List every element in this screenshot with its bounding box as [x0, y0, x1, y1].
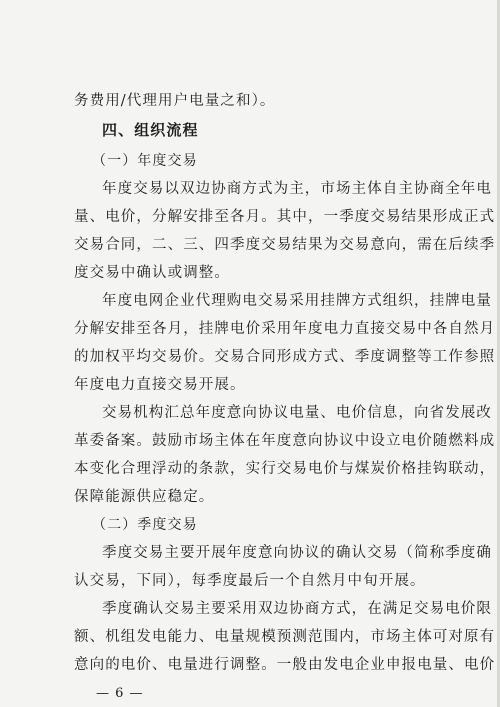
paragraph-line: 年度交易以双边协商方式为主，市场主体自主协商全年电: [102, 181, 492, 197]
paragraph-line: 意向的电价、电量进行调整。一般由发电企业申报电量、电价: [74, 657, 496, 673]
page-number: — 6 —: [96, 686, 144, 701]
paragraph-line: 年度电力直接交易开展。: [74, 377, 246, 393]
paragraph-line: 交易合同，二、三、四季度交易结果为交易意向，需在后续季: [74, 237, 496, 253]
paragraph-line: 量、电价，分解安排至各月。其中，一季度交易结果形成正式: [74, 209, 496, 225]
paragraph-line: 革委备案。鼓励市场主体在年度意向协议中设立电价随燃料成: [74, 433, 496, 449]
paragraph-line: 交易机构汇总年度意向协议电量、电价信息，向省发展改: [102, 405, 492, 421]
paragraph-line: 季度交易主要开展年度意向协议的确认交易（简称季度确: [102, 545, 492, 561]
subsection-heading: （二）季度交易: [92, 517, 198, 533]
paragraph-line: 季度确认交易主要采用双边协商方式，在满足交易电价限: [102, 601, 492, 617]
paragraph-line: 年度电网企业代理购电交易采用挂牌方式组织，挂牌电量: [102, 293, 492, 309]
text-line: 务费用/代理用户电量之和）。: [74, 93, 276, 109]
paragraph-line: 分解安排至各月，挂牌电价采用年度电力直接交易中各自然月: [74, 321, 496, 337]
section-heading: 四、组织流程: [102, 121, 199, 139]
paragraph-line: 认交易，下同），每季度最后一个自然月中旬开展。: [74, 573, 426, 589]
paragraph-line: 本变化合理浮动的条款，实行交易电价与煤炭价格挂钩联动，: [74, 461, 496, 477]
paragraph-line: 度交易中确认或调整。: [74, 265, 230, 281]
paragraph-line: 的加权平均交易价。交易合同形成方式、季度调整等工作参照: [74, 349, 496, 365]
paragraph-line: 额、机组发电能力、电量规模预测范围内，市场主体可对原有: [74, 629, 496, 645]
subsection-heading: （一）年度交易: [92, 153, 198, 169]
paragraph-line: 保障能源供应稳定。: [74, 489, 215, 505]
